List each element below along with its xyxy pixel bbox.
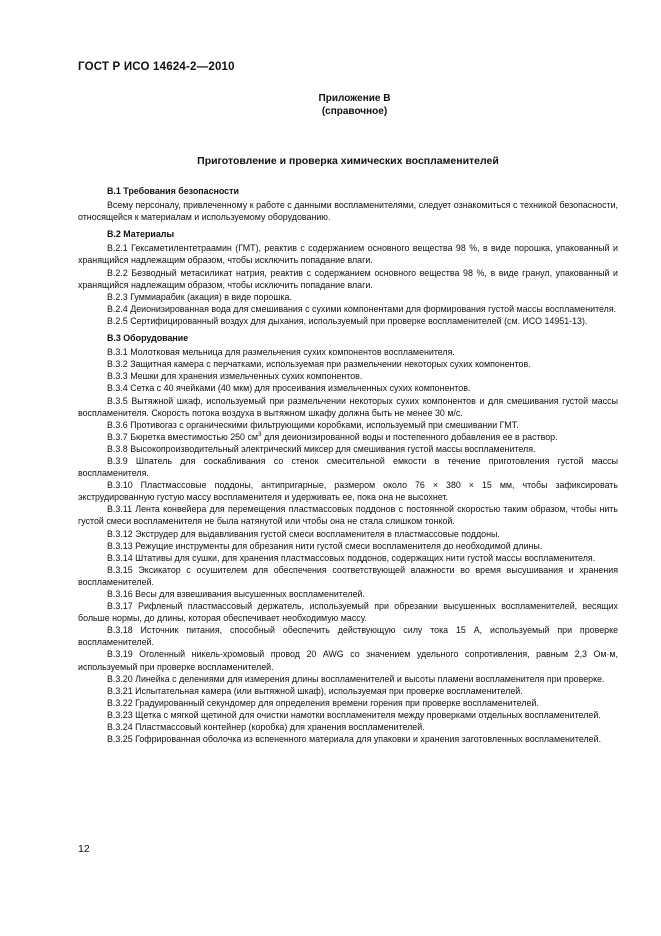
section-heading-b1: В.1 Требования безопасности <box>107 186 239 196</box>
section-heading-b2: В.2 Материалы <box>107 229 175 240</box>
paragraph-b3-23: В.3.23 Щетка с мягкой щетиной для очистки намотки воспламенителя между проверками отдельных воспламенителей. <box>107 709 601 720</box>
paragraph-b3-1: В.3.1 Молотковая мельница для размельчения сухих компонентов воспламенителя. <box>107 347 455 358</box>
standard-code: ГОСТ Р ИСО 14624-2—2010 <box>78 61 235 73</box>
paragraph-b3-8: В.3.8 Высокопроизводительный электрический миксер для смешивания густой массы воспламенителя. <box>107 443 536 454</box>
paragraph-b3-3: В.3.3 Мешки для хранения измельченных сухих компонентов. <box>107 371 363 382</box>
paragraph-b3-17: В.3.17 Рифленый пластмассовый держатель, используемый при обрезании высушенных воспламенителей, весящих больше нормы, до длины, которая обеспечивает необходимую массу. <box>78 601 618 624</box>
paragraph-b2-4: В.2.4 Деионизированная вода для смешивания с сухими компонентами для формирования густой массы воспламенителя. <box>107 303 617 314</box>
paragraph-b3-18: В.3.18 Источник питания, способный обеспечить действующую силу тока 15 А, используемый при проверке воспламенителей. <box>78 625 618 648</box>
paragraph-b3-11: В.3.11 Лента конвейера для перемещения пластмассовых поддонов с постоянной скоростью таким образом, чтобы нить густой смеси воспламенителя не была натянутой или чтобы она не стала слишком тонкой. <box>78 504 618 527</box>
paragraph-b3-24: В.3.24 Пластмассовый контейнер (коробка) для хранения воспламенителей. <box>107 722 425 733</box>
paragraph-b2-3: В.2.3 Гуммиарабик (акация) в виде порошка. <box>107 291 292 302</box>
paragraph-b1: Всему персоналу, привлеченному к работе с данными воспламенителями, следует ознакомиться с техникой безопасности, относящейся к материалам и используемому оборудованию. <box>78 200 618 223</box>
paragraph-b3-7-start: В.3.7 Бюретка вместимостью 250 см <box>107 431 259 442</box>
paragraph-b3-14: В.3.14 Штативы для сушки, для хранения пластмассовых поддонов, содержащих нити густой массы воспламенителя. <box>107 552 596 563</box>
paragraph-b3-10: В.3.10 Пластмассовые поддоны, антипригарные, размером около 76 × 380 × 15 мм, чтобы зафиксировать экструдированную густую массу воспламенителя и удерживать ее, пока она не высохнет. <box>78 480 618 503</box>
annex-subtitle: (справочное) <box>321 106 388 117</box>
annex-heading <box>0 92 661 118</box>
paragraph-b3-21: В.3.21 Испытательная камера (или вытяжной шкаф), используемая при проверке воспламенителей. <box>107 685 523 696</box>
paragraph-b2-2: В.2.2 Безводный метасиликат натрия, реактив с содержанием основного вещества 98 %, в виде гранул, упакованный и хранящийся надлежащим образом, чтобы исключить попадание влаги. <box>78 267 618 290</box>
paragraph-b3-7 <box>78 431 618 443</box>
cubic-superscript: 3 <box>258 430 262 438</box>
section-heading-b3: В.3 Оборудование <box>107 333 189 344</box>
paragraph-b2-5: В.2.5 Сертифицированный воздух для дыхания, используемый при проверке воспламенителей (см. ИСО 14951-13). <box>107 315 588 326</box>
paragraph-b3-6: В.3.6 Противогаз с органическими фильтрующими коробками, используемый при смешивании ГМТ. <box>107 419 519 430</box>
paragraph-b3-22: В.3.22 Градуированный секундомер для определения времени горения при проверке воспламенителей. <box>107 697 539 708</box>
paragraph-b3-7-end: для деионизированной воды и постепенного добавления ее в раствор. <box>261 431 558 442</box>
paragraph-b3-4: В.3.4 Сетка с 40 ячейками (40 мкм) для просеивания измельченных сухих компонентов. <box>107 383 471 394</box>
main-title: Приготовление и проверка химических воспламенителей <box>197 155 499 167</box>
paragraph-b3-16: В.3.16 Весы для взвешивания высушенных воспламенителей. <box>107 589 365 599</box>
paragraph-b3-19: В.3.19 Оголенный никель-хромовый провод 20 AWG со значением удельного сопротивления, равным 2,3 Ом·м, используемый при проверке воспламенителей. <box>78 649 618 672</box>
paragraph-b2-1: В.2.1 Гексаметилентетраамин (ГМТ), реактив с содержанием основного вещества 98 %, в виде порошка, упакованный и хранящийся надлежащим образом, чтобы исключить попадание влаги. <box>78 243 618 266</box>
paragraph-b3-5: В.3.5 Вытяжной шкаф, используемый при размельчении некоторых сухих компонентов и для смешивания густой массы воспламенителя. Скорость потока воздуха в вытяжном шкафу должна быть не менее 30 м/с. <box>78 395 618 418</box>
paragraph-b3-12: В.3.12 Экструдер для выдавливания густой смеси воспламенителя в пластмассовые поддоны. <box>107 528 500 539</box>
paragraph-b3-13: В.3.13 Режущие инструменты для обрезания нити густой смеси воспламенителя до необходимой длины. <box>107 540 543 551</box>
paragraph-b3-9: В.3.9 Шпатель для соскабливания со стенок смесительной емкости в течение приготовления густой массы воспламенителя. <box>78 455 618 479</box>
paragraph-b3-20: В.3.20 Линейка с делениями для измерения длины воспламенителей и высоты пламени воспламенителя при проверке. <box>107 673 605 684</box>
document-body <box>78 185 618 745</box>
paragraph-b3-2: В.3.2 Защитная камера с перчатками, используемая при размельчении некоторых сухих компонентов. <box>107 359 531 370</box>
paragraph-b3-15: В.3.15 Эксикатор с осушителем для обеспечения соответствующей влажности во время высушивания и хранения воспламенителей. <box>78 564 618 587</box>
page-number: 12 <box>78 843 90 855</box>
paragraph-b3-25: В.3.25 Гофрированная оболочка из вспененного материала для упаковки и хранения заготовленных воспламенителей. <box>107 734 602 745</box>
annex-title: Приложение В <box>318 93 391 104</box>
